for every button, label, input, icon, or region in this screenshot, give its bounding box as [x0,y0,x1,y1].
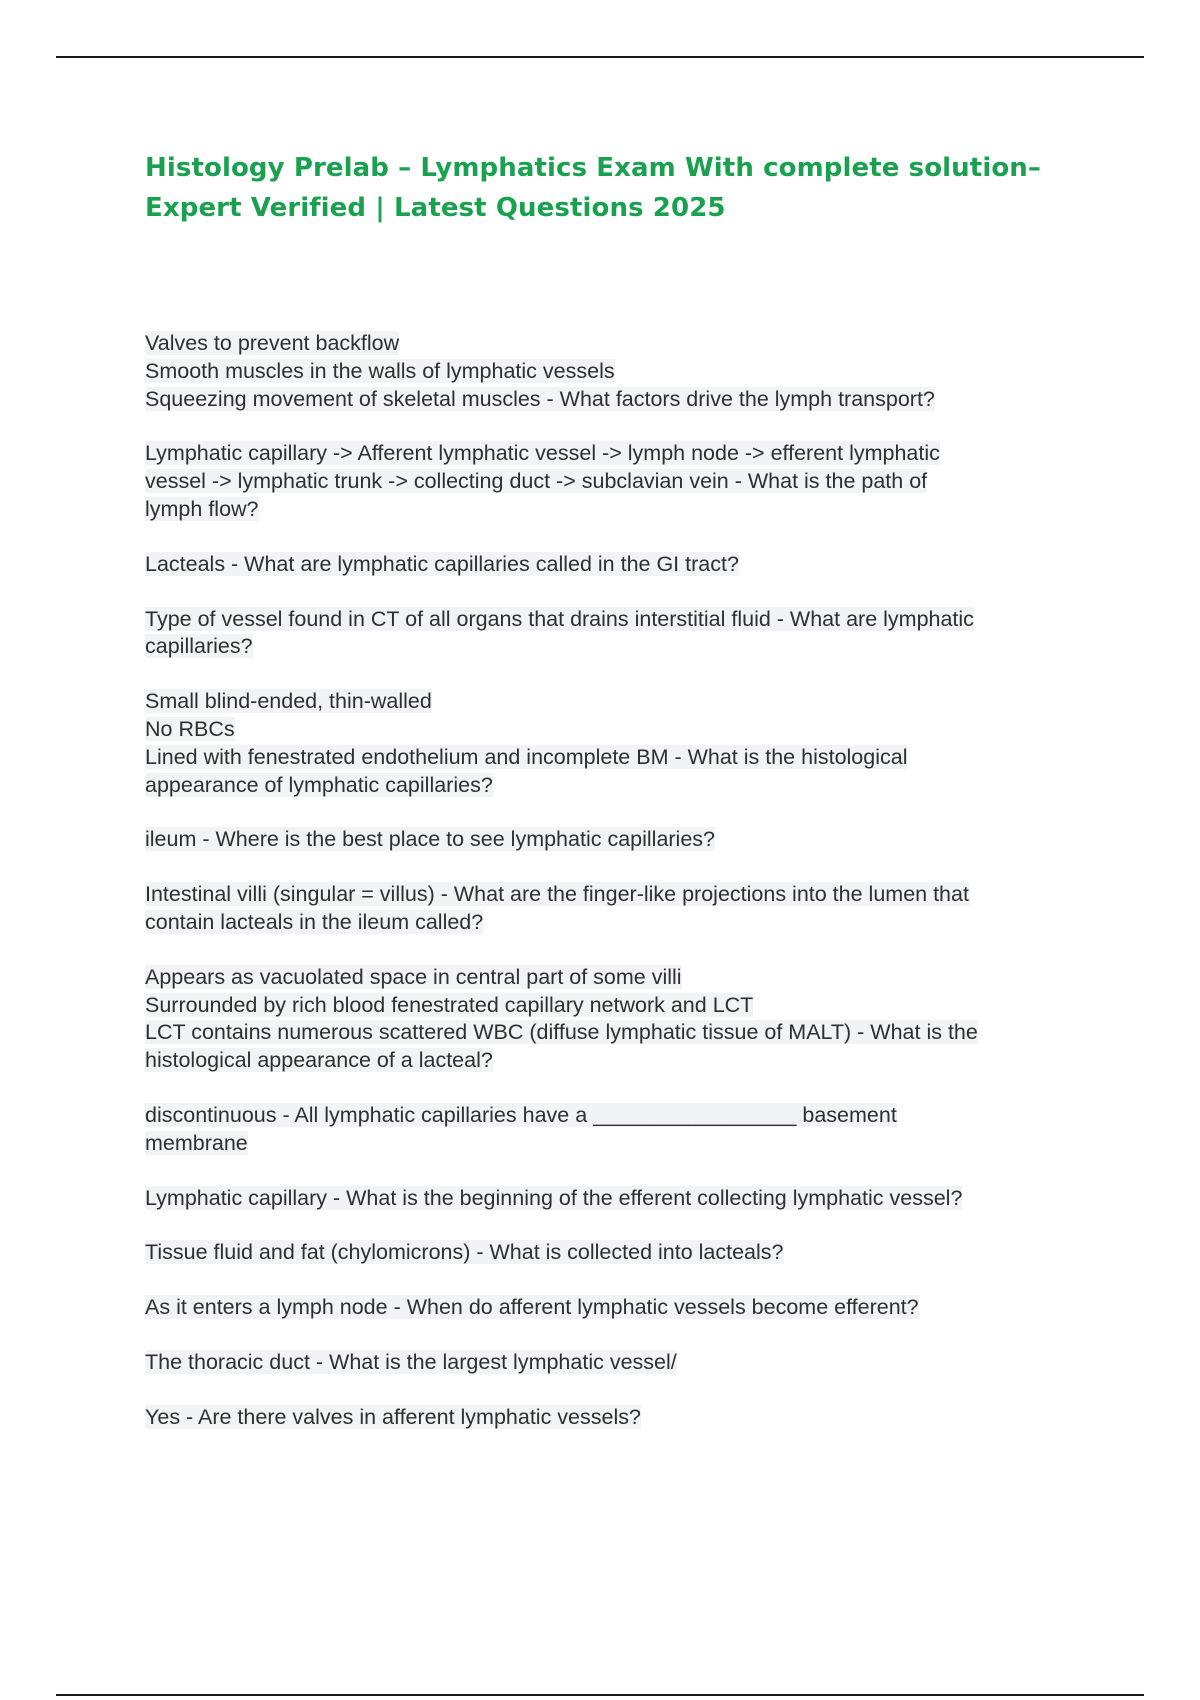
qa-line-text: LCT contains numerous scattered WBC (diffuse lymphatic tissue of MALT) - What is the [145,1020,978,1045]
qa-line [145,1047,1090,1075]
qa-line [145,330,1090,358]
qa-line-text: Small blind-ended, thin-walled [145,689,432,714]
question-answer-list [145,330,1090,1459]
qa-line [145,716,1090,744]
qa-line [145,826,1090,854]
qa-line-text: discontinuous - All lymphatic capillaries have a _________________ basement [145,1102,897,1127]
qa-line-text: ileum - Where is the best place to see lymphatic capillaries? [145,827,716,852]
qa-line-text: Valves to prevent backflow [145,331,400,355]
qa-line-text: contain lacteals in the ileum called? [145,909,484,934]
qa-line [145,633,1090,661]
qa-item [145,964,1090,1075]
qa-item [145,1294,1090,1322]
qa-line [145,1102,1090,1130]
qa-line-text: lymph flow? [145,496,259,521]
qa-line-text: Appears as vacuolated space in central part of some villi [145,964,682,989]
qa-line [145,881,1090,909]
qa-line [145,496,1090,524]
qa-line [145,440,1090,468]
bottom-rule [56,1694,1144,1696]
qa-item [145,330,1090,413]
qa-line [145,551,1090,579]
qa-line [145,688,1090,716]
title-line-2: Expert Verified | Latest Questions 2025 [145,193,726,223]
qa-line-text: histological appearance of a lacteal? [145,1048,493,1073]
qa-line-text: Tissue fluid and fat (chylomicrons) - What is collected into lacteals? [145,1240,784,1265]
qa-item [145,1404,1090,1432]
qa-line [145,744,1090,772]
qa-line [145,992,1090,1020]
qa-line-text: membrane [145,1130,248,1155]
qa-line-text: The thoracic duct - What is the largest lymphatic vessel/ [145,1349,677,1374]
qa-line [145,964,1090,992]
qa-line [145,1130,1090,1158]
qa-line-text: Smooth muscles in the walls of lymphatic vessels [145,358,615,383]
qa-line [145,1349,1090,1377]
qa-item [145,1185,1090,1213]
qa-item [145,1239,1090,1267]
qa-item [145,688,1090,799]
qa-line [145,1294,1090,1322]
qa-line-text: Lined with fenestrated endothelium and incomplete BM - What is the histological [145,744,908,769]
qa-line-text: Squeezing movement of skeletal muscles - What factors drive the lymph transport? [145,386,935,411]
qa-line [145,772,1090,800]
qa-line-text: capillaries? [145,634,253,659]
qa-line-text: As it enters a lymph node - When do afferent lymphatic vessels become efferent? [145,1295,919,1320]
top-rule [56,56,1144,58]
qa-item [145,606,1090,662]
qa-item [145,881,1090,937]
qa-line [145,909,1090,937]
document-title [145,148,1105,228]
qa-item [145,440,1090,523]
qa-item [145,826,1090,854]
qa-line-text: Lymphatic capillary - What is the beginning of the efferent collecting lymphatic vessel? [145,1185,963,1210]
qa-line [145,1185,1090,1213]
qa-line-text: Type of vessel found in CT of all organs that drains interstitial fluid - What are lymphatic [145,606,974,631]
title-line-1: Histology Prelab – Lymphatics Exam With complete solution– [145,153,1042,183]
qa-item [145,1349,1090,1377]
qa-line-text: appearance of lymphatic capillaries? [145,772,493,797]
qa-line-text: Lymphatic capillary -> Afferent lymphatic vessel -> lymph node -> efferent lymphatic [145,441,940,466]
qa-line [145,606,1090,634]
qa-line-text: Yes - Are there valves in afferent lymphatic vessels? [145,1404,641,1429]
qa-line-text: vessel -> lymphatic trunk -> collecting duct -> subclavian vein - What is the path of [145,469,928,494]
qa-line-text: Surrounded by rich blood fenestrated capillary network and LCT [145,992,754,1017]
qa-line [145,1404,1090,1432]
qa-line-text: No RBCs [145,716,235,741]
qa-line [145,358,1090,386]
qa-line [145,1019,1090,1047]
qa-line-text: Lacteals - What are lymphatic capillaries called in the GI tract? [145,551,739,576]
qa-line [145,468,1090,496]
qa-line [145,386,1090,414]
qa-line [145,1239,1090,1267]
qa-item [145,1102,1090,1158]
qa-line-text: Intestinal villi (singular = villus) - What are the finger-like projections into the lumen that [145,882,969,907]
qa-item [145,551,1090,579]
